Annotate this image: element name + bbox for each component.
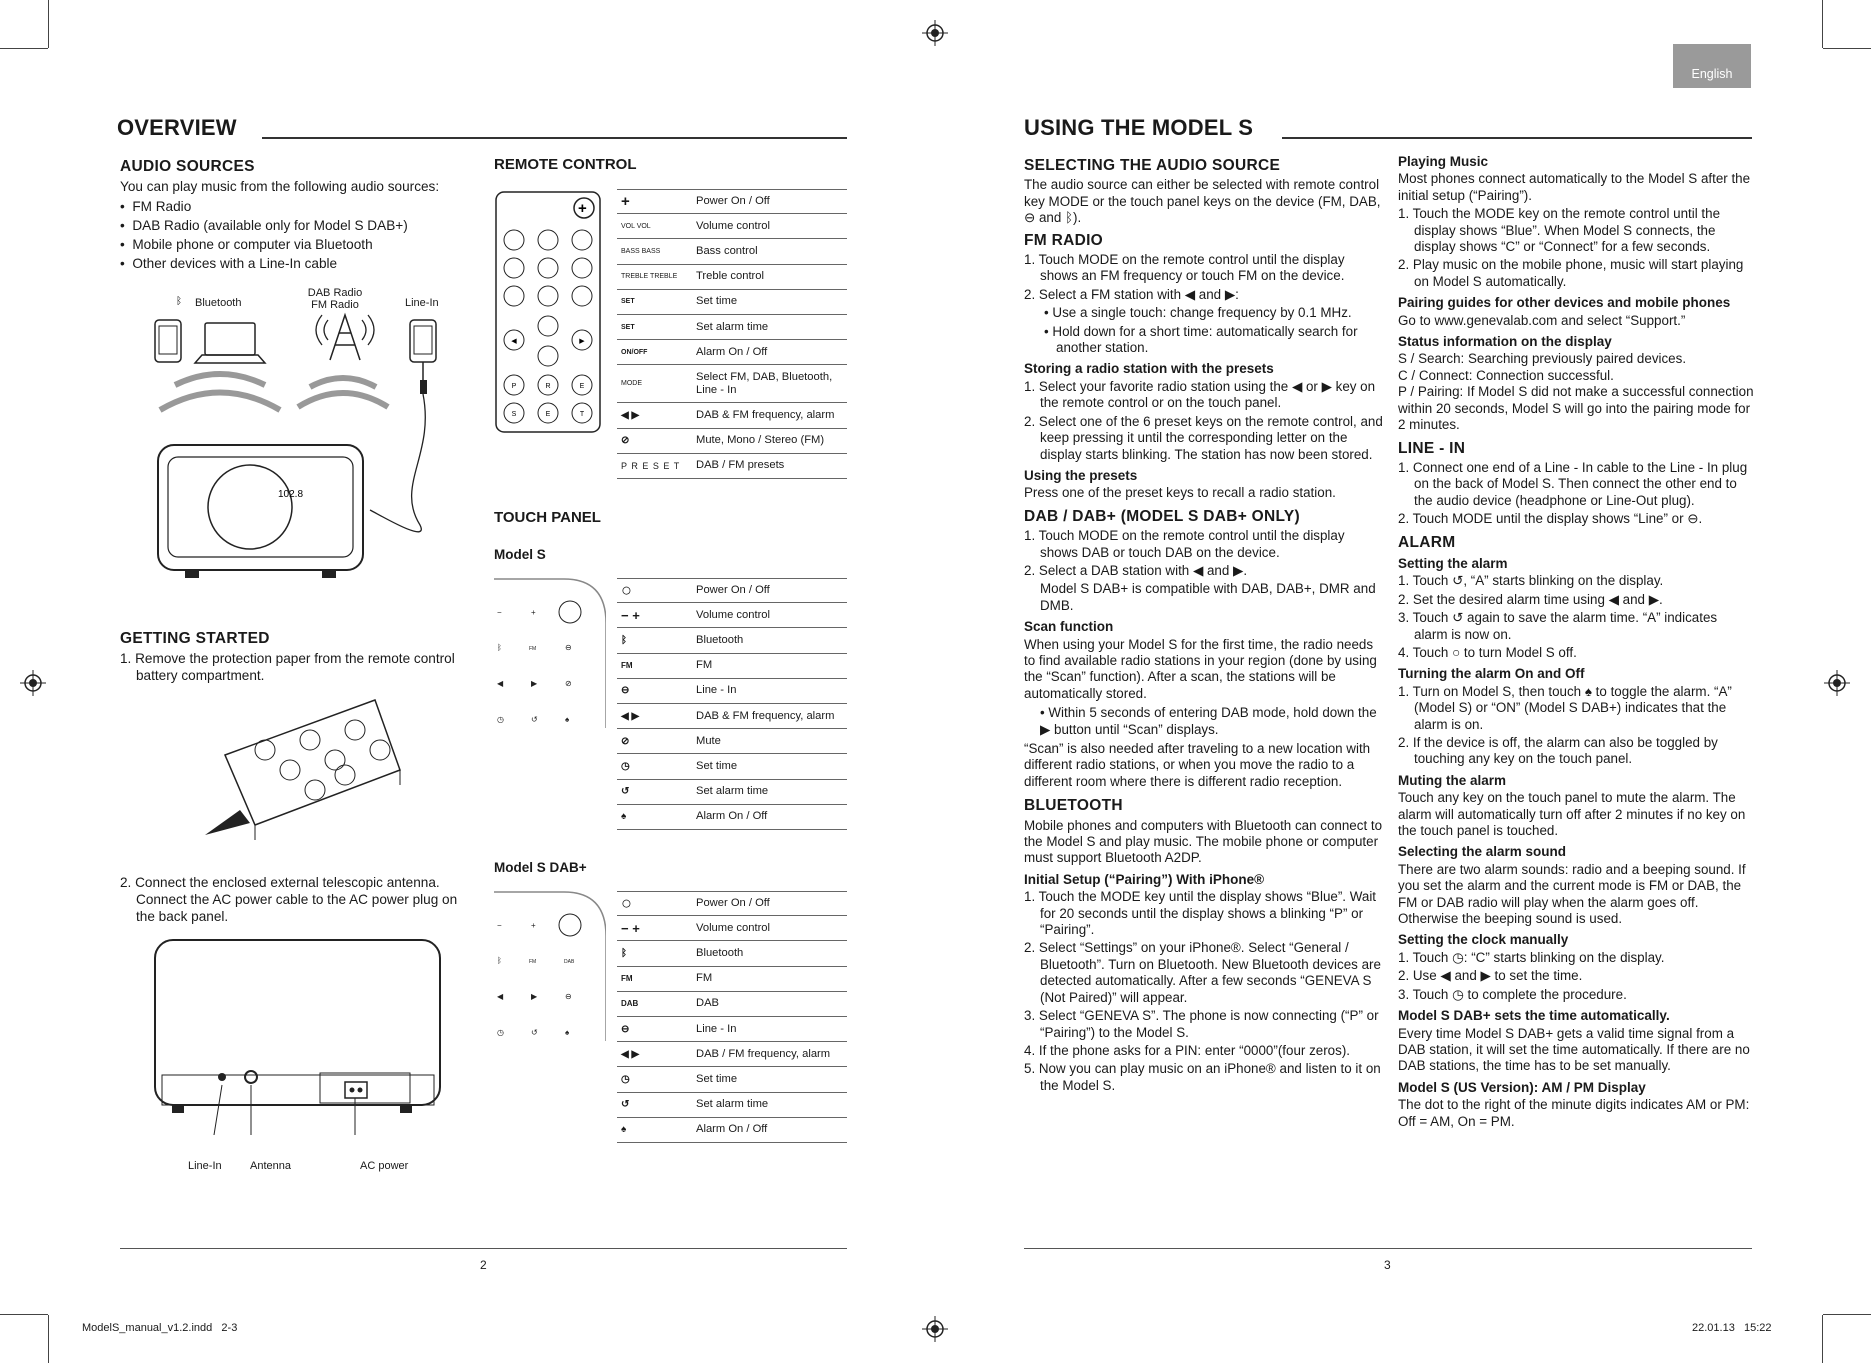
table-row: SET Set alarm time bbox=[617, 315, 847, 340]
alarm-set-icon: ↺ bbox=[621, 786, 630, 798]
back-label-ac-power: AC power bbox=[360, 1160, 409, 1172]
model-s-dab-table bbox=[617, 891, 847, 1143]
right-column-1: SELECTING THE AUDIO SOURCE The audio source can either be selected with remote control key MODE or the touch panel keys on the device (FM, DAB, ⊖ and ᛒ). FM RADIO 1. Touch MODE on the remote control until the display shows an FM frequency or touch FM on the device. 2. Select a FM station with ◀ and ▶: • Use a single touch: change frequency by 0.1 MHz. • Hold down for a short time: automatically search for another station. Storing a radio station with the presets 1. Select your favorite radio station using the ◀ or ▶ key on the remote control or on the touch panel. 2. Select one of the 6 preset keys on the remote control, and keep pressing it until the corresponding letter on the display starts blinking. The station has now been stored. Using the presets Press one of the preset keys to recall a radio station. DAB / DAB+ (MODEL S DAB+ ONLY) 1. Touch MODE on the remote control until the display shows DAB or touch DAB on the device. 2. Select a DAB station with ◀ and ▶. Model S DAB+ is compatible with DAB, DAB+, DMR and DMB. Scan function When using your Model S for the first time, the radio needs to find available radio stations in your region (done by using the “Scan” function). After a scan, the stations will be automatically stored. • Within 5 seconds of entering DAB mode, hold down the ▶ button until “Scan” displays. “Scan” is also needed after traveling to a new location with different radio stations, or when you move the radio to a different room where there is different radio reception. BLUETOOTH Mobile phones and computers with Bluetooth can connect to the Model S and play music. The mobile phone or computer must support Bluetooth A2DP. Initial Setup (“Pairing”) With iPhone® 1. Touch the MODE key until the display shows “Blue”. Wait for 20 seconds until the display shows a blinking “P” or “Pairing”. 2. Select “Settings” on your iPhone®. Select “General / Bluetooth”. Turn on Bluetooth. New Bluetooth devices are detected automatically. After a few seconds “GENEVA S (Not Paired)” will appear. 3. Select “GENEVA S”. The phone is now connecting (“P” or “Pairing”) to the Model S. 4. If the phone asks for a PIN: enter “0000”(four zeros). 5. Now you can play music on an iPhone® and listen to it on the Model S. bbox=[1024, 157, 1383, 1093]
clock-icon: ◷ bbox=[621, 760, 630, 772]
overview-title: OVERVIEW bbox=[117, 115, 237, 140]
language-tab: English bbox=[1673, 44, 1751, 88]
table-row: DAB DAB bbox=[617, 992, 847, 1017]
alarm-set-icon: ↺ bbox=[621, 1099, 630, 1111]
table-row: P R E S E T DAB / FM presets bbox=[617, 454, 847, 479]
svg-text:E: E bbox=[579, 383, 585, 390]
table-row: TREBLE TREBLE Treble control bbox=[617, 265, 847, 290]
right-column-2: Playing Music Most phones connect automatically to the Model S after the initial setup (“Pairing”). 1. Touch the MODE key on the remote control until the display shows “Blue”. When Model S connects, the display shows “C” or “Connect” for a few seconds. 2. Play music on the mobile phone, music will start playing on Model S automatically. Pairing guides for other devices and mobile phones Go to www.genevalab.com and select “Support.” Status information on the display S / Search: Searching previously paired devices. C / Connect: Connection successful. P / Pairing: If Model S did not make a successful connection within 20 seconds, Model S will go into the pairing mode for 2 minutes. LINE - IN 1. Connect one end of a Line - In cable to the Line - In plug on the back of Model S. Then connect the other end to the audio device (headphone or Line-Out plug). 2. Touch MODE until the display shows “Line” or ⊖. ALARM Setting the alarm 1. Touch ↺, “A” starts blinking on the display. 2. Set the desired alarm time using ◀ and ▶. 3. Touch ↺ again to save the alarm time. “A” indicates alarm is now on. 4. Touch ○ to turn Model S off. Turning the alarm On and Off 1. Turn on Model S, then touch ♠ to toggle the alarm. “A” (Model S) or “ON” (Model S DAB+) indicates that the alarm is on. 2. If the device is off, the alarm can also be toggled by touching any key on the touch panel. Muting the alarm Touch any key on the touch panel to mute the alarm. The alarm will automatically turn off after 2 minutes if no key on the touch panel is touched. Selecting the alarm sound There are two alarm sounds: radio and a beeping sound. If you set the alarm and the current mode is FM or DAB, the FM or DAB radio will play when the alarm goes off. Otherwise the beeping sound is used. Setting the clock manually 1. Touch ◷: “C” starts blinking on the display. 2. Use ◀ and ▶ to set the time. 3. Touch ◷ to complete the procedure. Model S DAB+ sets the time automatically. Every time Model S DAB+ gets a valid time signal from a DAB station, it will set the time automatically. If there are no DAB stations, the time has to be set manually. Model S (US Version): AM / PM Display The dot to the right of the minute digits indicates AM or PM: Off = AM, On = PM. bbox=[1398, 154, 1754, 1129]
fm-icon: FM bbox=[621, 661, 633, 671]
table-row: FM FM bbox=[617, 967, 847, 992]
table-row: ON/OFF Alarm On / Off bbox=[617, 340, 847, 365]
table-row: ◀ ▶ DAB & FM frequency, alarm bbox=[617, 704, 847, 729]
line-in-icon: ⊖ bbox=[621, 1023, 630, 1035]
model-s-dab-panel-illustration bbox=[494, 891, 606, 1041]
svg-text:P: P bbox=[511, 383, 517, 390]
svg-text:▶: ▶ bbox=[531, 992, 538, 1001]
preset-icon: P R E S E T bbox=[621, 460, 681, 471]
table-row: ⊘ Mute, Mono / Stereo (FM) bbox=[617, 429, 847, 454]
table-row: ♠ Alarm On / Off bbox=[617, 1118, 847, 1143]
slug-date: 22.01.13 15:22 bbox=[1692, 1322, 1772, 1334]
alarm-bell-icon: ♠ bbox=[621, 811, 627, 823]
table-row: + Power On / Off bbox=[617, 189, 847, 214]
svg-text:♠: ♠ bbox=[565, 715, 570, 724]
dab-icon: DAB bbox=[621, 999, 639, 1009]
table-row: ᛒ Bluetooth bbox=[617, 941, 847, 966]
registration-mark-bottom bbox=[922, 1316, 948, 1342]
treble-icon: TREBLE TREBLE bbox=[621, 273, 678, 281]
using-title: USING THE MODEL S bbox=[1024, 115, 1254, 140]
clock-icon: ◷ bbox=[621, 1073, 630, 1085]
power-icon: + bbox=[621, 193, 630, 211]
remote-battery-illustration bbox=[205, 695, 405, 840]
svg-text:FM: FM bbox=[529, 959, 537, 965]
table-row: ○ Power On / Off bbox=[617, 578, 847, 603]
model-s-dab-label: Model S DAB+ bbox=[494, 860, 587, 875]
audio-sources-intro: You can play music from the following audio sources: bbox=[120, 179, 440, 194]
getting-started-heading: GETTING STARTED bbox=[120, 630, 270, 647]
svg-text:↺: ↺ bbox=[531, 1028, 538, 1037]
svg-text:+: + bbox=[531, 921, 536, 930]
touch-panel-heading: TOUCH PANEL bbox=[494, 509, 601, 526]
svg-text:ᛒ: ᛒ bbox=[176, 296, 182, 307]
back-label-antenna: Antenna bbox=[250, 1160, 291, 1172]
mode-icon: MODE bbox=[621, 380, 642, 388]
table-row: ◷ Set time bbox=[617, 754, 847, 779]
list-item: 1. Remove the protection paper from the remote control battery compartment. bbox=[120, 651, 455, 683]
getting-started-section bbox=[120, 628, 475, 686]
table-row: VOL VOL Volume control bbox=[617, 214, 847, 239]
mute-icon: ⊘ bbox=[621, 735, 630, 747]
model-s-table bbox=[617, 578, 847, 830]
table-row: ◀ ▶ DAB / FM frequency, alarm bbox=[617, 1042, 847, 1067]
list-item: • Other devices with a Line-In cable bbox=[120, 256, 338, 271]
getting-started-step2 bbox=[120, 874, 475, 927]
page-number-left: 2 bbox=[480, 1258, 487, 1272]
volume-icon: − + bbox=[621, 920, 640, 936]
table-row: − + Volume control bbox=[617, 916, 847, 941]
model-s-label: Model S bbox=[494, 547, 546, 562]
svg-text:FM: FM bbox=[529, 646, 537, 652]
slug-filename: ModelS_manual_v1.2.indd 2-3 bbox=[82, 1322, 238, 1334]
power-icon: ○ bbox=[621, 580, 632, 601]
svg-text:◀: ◀ bbox=[497, 679, 504, 688]
remote-control-heading: REMOTE CONTROL bbox=[494, 156, 637, 173]
table-row: SET Set time bbox=[617, 290, 847, 315]
illus-label-line-in: Line-In bbox=[405, 297, 439, 309]
svg-text:⊖: ⊖ bbox=[565, 992, 572, 1001]
bass-icon: BASS BASS bbox=[621, 247, 661, 255]
svg-text:⊖: ⊖ bbox=[565, 643, 572, 652]
svg-text:▶: ▶ bbox=[579, 338, 585, 345]
volume-icon: − + bbox=[621, 607, 640, 623]
table-row: − + Volume control bbox=[617, 603, 847, 628]
remote-control-table bbox=[617, 189, 847, 479]
back-label-line-in: Line-In bbox=[188, 1160, 222, 1172]
table-row: ◷ Set time bbox=[617, 1067, 847, 1092]
set-time-icon: SET bbox=[621, 298, 635, 306]
svg-text:♠: ♠ bbox=[565, 1028, 570, 1037]
table-row: ◀ ▶ DAB & FM frequency, alarm bbox=[617, 403, 847, 428]
registration-mark-right bbox=[1824, 670, 1850, 696]
registration-mark-left bbox=[20, 670, 46, 696]
svg-text:↺: ↺ bbox=[531, 715, 538, 724]
list-item: • FM Radio bbox=[120, 199, 192, 214]
list-item: 2. Connect the enclosed external telescopic antenna. Connect the AC power cable to the AC power plug on the back panel. bbox=[120, 875, 458, 924]
svg-text:ᛒ: ᛒ bbox=[497, 643, 502, 652]
table-row: ↺ Set alarm time bbox=[617, 780, 847, 805]
svg-text:◀: ◀ bbox=[497, 992, 504, 1001]
page-number-right: 3 bbox=[1384, 1258, 1391, 1272]
svg-text:T: T bbox=[579, 411, 585, 418]
table-row: ⊖ Line - In bbox=[617, 1017, 847, 1042]
svg-text:▶: ▶ bbox=[531, 679, 538, 688]
model-s-panel-illustration bbox=[494, 578, 606, 728]
audio-sources-section bbox=[120, 156, 475, 274]
alarm-bell-icon: ♠ bbox=[621, 1124, 627, 1136]
table-row: ♠ Alarm On / Off bbox=[617, 805, 847, 830]
table-row: ⊘ Mute bbox=[617, 729, 847, 754]
illus-label-bluetooth: Bluetooth bbox=[195, 297, 242, 309]
svg-text:S: S bbox=[511, 411, 517, 418]
back-panel-illustration bbox=[150, 935, 450, 1135]
svg-text:+: + bbox=[578, 200, 587, 217]
svg-text:E: E bbox=[545, 411, 551, 418]
fm-icon: FM bbox=[621, 974, 633, 984]
svg-text:−: − bbox=[497, 608, 502, 617]
table-row: BASS BASS Bass control bbox=[617, 239, 847, 264]
arrows-icon: ◀ ▶ bbox=[621, 409, 640, 421]
arrows-icon: ◀ ▶ bbox=[621, 710, 640, 722]
list-item: • DAB Radio (available only for Model S DAB+) bbox=[120, 218, 408, 233]
table-row: ⊖ Line - In bbox=[617, 679, 847, 704]
svg-text:DAB: DAB bbox=[564, 959, 575, 965]
svg-text:ᛒ: ᛒ bbox=[497, 956, 502, 965]
svg-text:◷: ◷ bbox=[497, 1028, 504, 1037]
table-row: ↺ Set alarm time bbox=[617, 1093, 847, 1118]
bluetooth-icon: ᛒ bbox=[621, 947, 627, 959]
power-icon: ○ bbox=[621, 893, 632, 914]
alarm-onoff-icon: ON/OFF bbox=[621, 348, 648, 356]
svg-text:−: − bbox=[497, 921, 502, 930]
table-row: ᛒ Bluetooth bbox=[617, 628, 847, 653]
svg-text:R: R bbox=[545, 383, 551, 390]
registration-mark-top bbox=[922, 20, 948, 46]
bluetooth-icon: ᛒ bbox=[621, 634, 627, 646]
table-row: FM FM bbox=[617, 654, 847, 679]
svg-text:◷: ◷ bbox=[497, 715, 504, 724]
set-alarm-icon: SET bbox=[621, 323, 635, 331]
arrows-icon: ◀ ▶ bbox=[621, 1048, 640, 1060]
volume-icon: VOL VOL bbox=[621, 222, 651, 230]
audio-sources-illustration bbox=[150, 285, 460, 595]
illus-label-dab-fm: DAB Radio FM Radio bbox=[307, 287, 363, 311]
audio-sources-heading: AUDIO SOURCES bbox=[120, 158, 255, 175]
table-row: MODE Select FM, DAB, Bluetooth, Line - In bbox=[617, 365, 847, 403]
svg-text:⊘: ⊘ bbox=[565, 679, 572, 688]
remote-control-illustration bbox=[494, 190, 604, 435]
svg-text:+: + bbox=[531, 608, 536, 617]
line-in-icon: ⊖ bbox=[621, 685, 630, 697]
radio-display: 102.8 bbox=[278, 489, 304, 500]
table-row: ○ Power On / Off bbox=[617, 891, 847, 916]
mute-icon: ⊘ bbox=[621, 435, 630, 447]
svg-text:◀: ◀ bbox=[511, 338, 517, 345]
list-item: • Mobile phone or computer via Bluetooth bbox=[120, 237, 373, 252]
